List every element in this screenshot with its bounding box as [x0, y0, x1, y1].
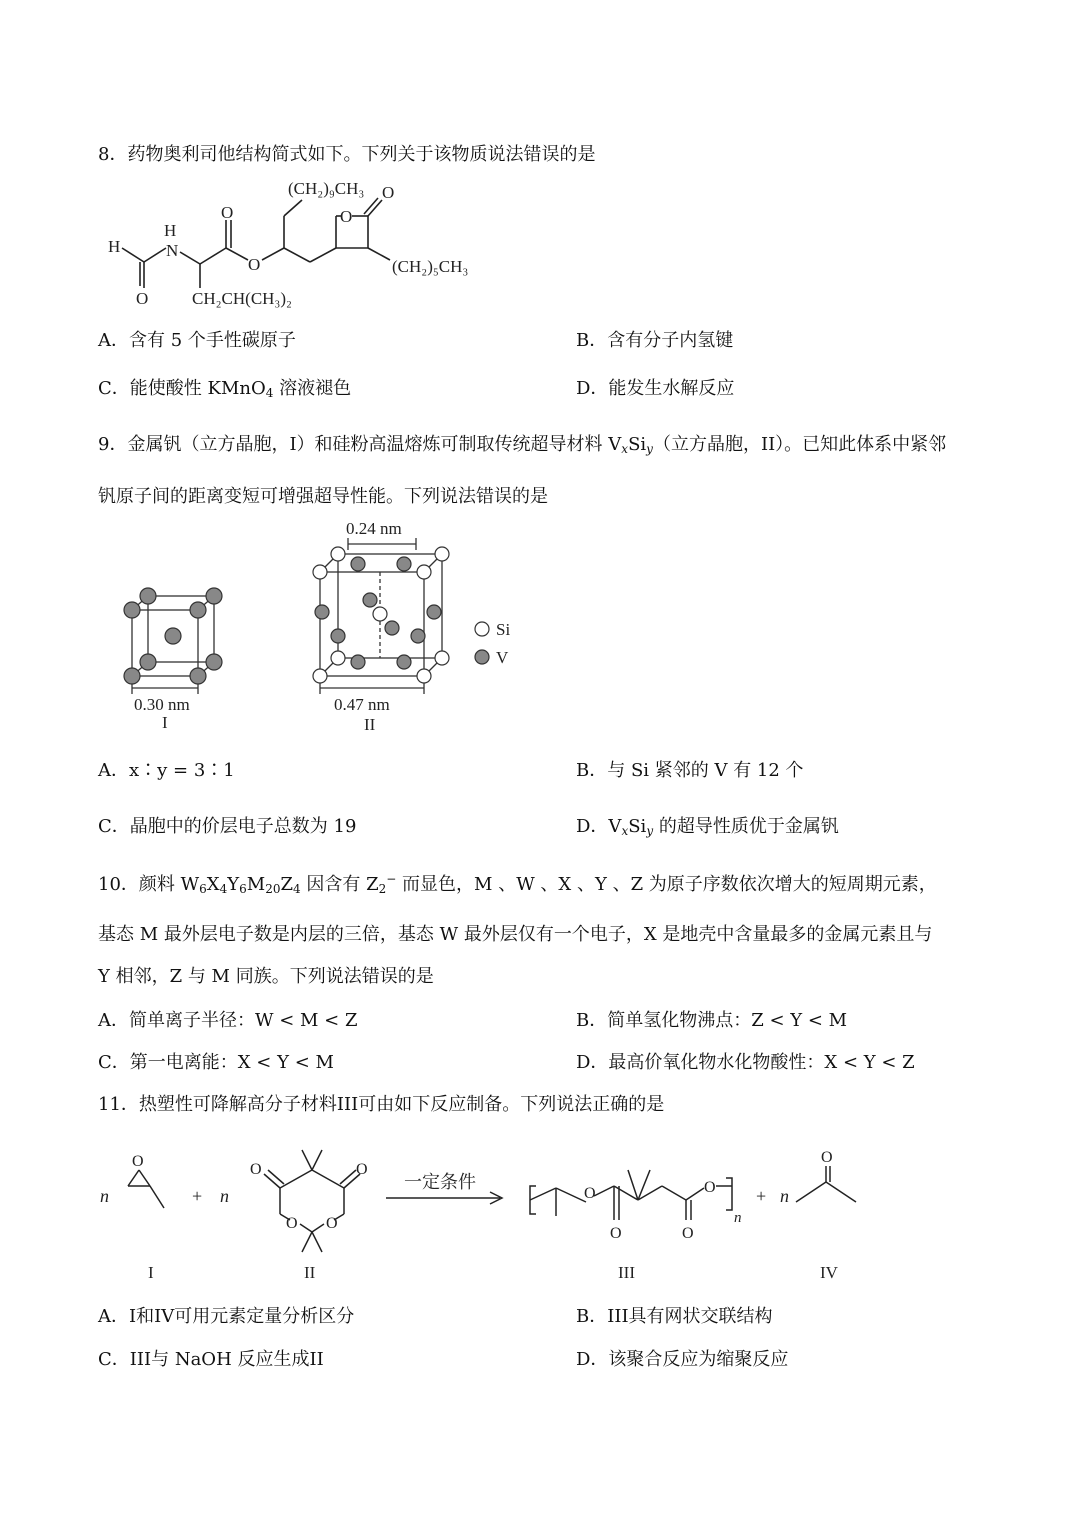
q11-option-d: D．该聚合反应为缩聚反应 [576, 1349, 789, 1370]
q8-label-O-lactone: O [382, 183, 395, 202]
q11-n2: n [220, 1186, 229, 1206]
q11-plus2: + [756, 1186, 767, 1206]
q11-label-I: I [148, 1263, 154, 1282]
q8-label-O-carbonyl: O [221, 203, 234, 222]
q11-O-II-right: O [356, 1161, 368, 1178]
q11-option-c: C．III与 NaOH 反应生成II [98, 1349, 324, 1370]
q11-label-III: III [618, 1263, 635, 1282]
q10-option-a: A．简单离子半径：W < M < Z [98, 1010, 358, 1031]
q10-stem-line2: 基态 M 最外层电子数是内层的三倍，基态 W 最外层仅有一个电子，X 是地壳中含量最多的金属元素且与 [98, 924, 933, 945]
q9-legend-si: Si [496, 620, 511, 639]
q11-option-a: A．I和IV可用元素定量分析区分 [98, 1306, 355, 1327]
q8-option-a: A．含有 5 个手性碳原子 [98, 330, 296, 351]
q11-label-II: II [304, 1263, 316, 1282]
q8-label-O-formyl: O [136, 289, 149, 308]
q11-O-III-c2: O [682, 1225, 694, 1242]
q8-option-b: B．含有分子内氢键 [576, 330, 734, 351]
q9-legend [470, 615, 540, 675]
q9-option-b: B．与 Si 紧邻的 V 有 12 个 [576, 760, 804, 781]
q9-cell-II [300, 520, 460, 735]
q11-n1: n [100, 1186, 109, 1206]
q8-structure [100, 170, 520, 320]
q8-label-N: N [166, 241, 179, 260]
q9-cell1-label: I [162, 713, 168, 730]
q11-O-III-ester2: O [704, 1179, 716, 1196]
q11-O-IV: O [821, 1149, 833, 1166]
q11-condition: 一定条件 [404, 1172, 476, 1192]
q11-n-sub: n [734, 1210, 742, 1226]
q8-label-H-left: H [108, 237, 121, 256]
q11-plus1: + [192, 1186, 203, 1206]
q10-option-c: C．第一电离能：X < Y < M [98, 1052, 334, 1073]
q8-isobutyl: CH₂CH(CH₃)₂ [192, 289, 292, 308]
q10-option-d: D．最高价氧化物水化物酸性：X < Y < Z [576, 1052, 915, 1073]
q9-option-a: A．x∶y = 3∶1 [98, 760, 235, 781]
q11-O-epoxide: O [132, 1153, 144, 1170]
q11-O-II-ring-left: O [286, 1215, 298, 1232]
q8-option-d: D．能发生水解反应 [576, 378, 735, 399]
q8-option-c: C．能使酸性 KMnO$_4$ 溶液褪色 [98, 378, 352, 400]
q9-legend-v: V [496, 648, 509, 667]
q11-option-b: B．III具有网状交联结构 [576, 1306, 773, 1327]
q11-O-II-ring-right: O [326, 1215, 338, 1232]
q10-stem-line3: Y 相邻，Z 与 M 同族。下列说法错误的是 [98, 966, 434, 987]
q8-stem: 8．药物奥利司他结构简式如下。下列关于该物质说法错误的是 [98, 144, 596, 165]
q9-cell2-bottom-dim: 0.47 nm [334, 695, 390, 714]
q9-stem-line2: 钒原子间的距离变短可增强超导性能。下列说法错误的是 [98, 486, 548, 507]
q9-stem-line1: 9．金属钒（立方晶胞，I）和硅粉高温熔炼可制取传统超导材料 $V_xSi_y$（立方晶胞，II）。已知此体系中紧邻 [98, 434, 947, 456]
q10-stem-line1: 10．颜料 $W_6X_4Y_6M_{20}Z_4$ 因含有 $Z_2^-$ 而显色，M 、W 、X 、Y 、Z 为原子序数依次增大的短周期元素， [98, 872, 937, 896]
q8-chain-top: (CH₂)₉CH₃ [288, 179, 365, 198]
q9-cell1-dim: 0.30 nm [134, 695, 190, 714]
q11-stem: 11．热塑性可降解高分子材料III可由如下反应制备。下列说法正确的是 [98, 1094, 665, 1115]
q11-O-II-left: O [250, 1161, 262, 1178]
q9-cell2-top-dim: 0.24 nm [346, 520, 402, 538]
q8-chain-right: (CH₂)₅CH₃ [392, 257, 469, 276]
q8-label-O-ring: O [340, 207, 353, 226]
q10-option-b: B．简单氢化物沸点：Z < Y < M [576, 1010, 848, 1031]
q9-cell2-label: II [364, 715, 376, 734]
q11-O-III-ester1: O [584, 1185, 596, 1202]
q8-label-H-top: H [164, 221, 177, 240]
q11-reaction-scheme [90, 1130, 890, 1290]
q8-label-O-ester: O [248, 255, 261, 274]
q9-option-c: C．晶胞中的价层电子总数为 19 [98, 816, 357, 837]
q9-cell-I [120, 580, 230, 730]
q11-n3: n [780, 1186, 789, 1206]
q9-option-d: D．$V_xSi_y$ 的超导性质优于金属钒 [576, 816, 839, 838]
q11-label-IV: IV [820, 1263, 838, 1282]
q11-O-III-c1: O [610, 1225, 622, 1242]
